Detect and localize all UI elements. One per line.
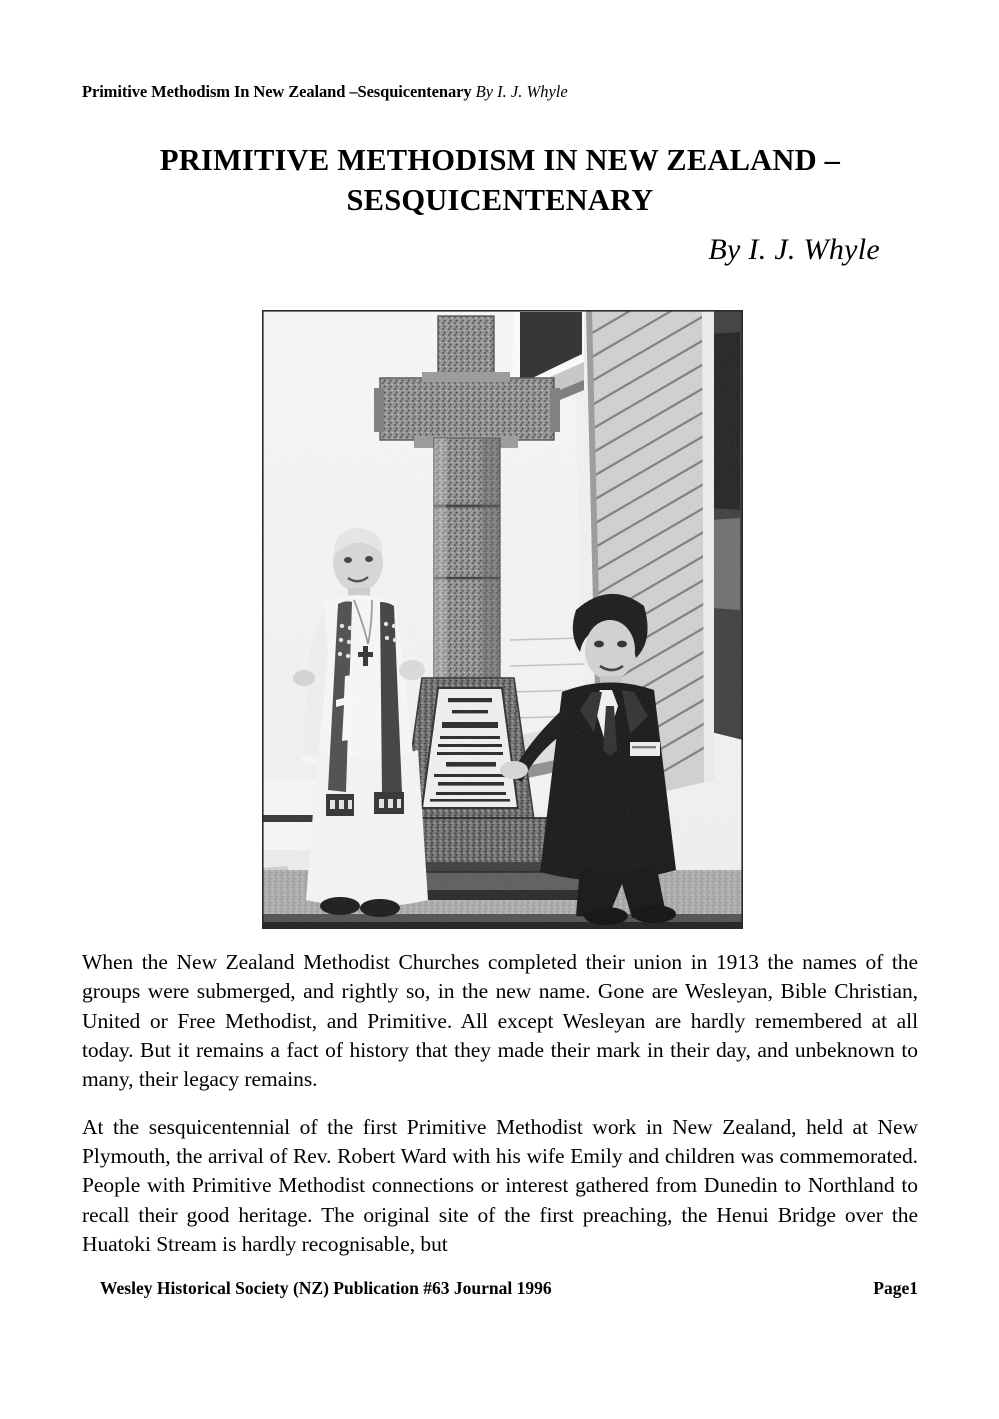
memorial-cross-photograph — [262, 310, 743, 929]
title-block — [82, 140, 918, 267]
body-paragraph-1: When the New Zealand Methodist Churches completed their union in 1913 the names of the groups were submerged, and rightly so, in the new name. Gone are Wesleyan, Bible Christian, United or Free Methodist, and Primitive. All except Wesleyan are hardly remembered at all today. But it remains a fact of history that they made their mark in their day, and unbeknown to many, their legacy remains. — [82, 950, 918, 1092]
page-title — [82, 140, 918, 221]
page-footer — [100, 1278, 918, 1299]
photograph-image — [262, 310, 743, 929]
page-title-line-1: PRIMITIVE METHODISM IN NEW ZEALAND – — [159, 143, 841, 177]
body-paragraph-2: At the sesquicentennial of the first Primitive Methodist work in New Zealand, held at New Plymouth, the arrival of Rev. Robert Ward with his wife Emily and children was commemorated. People with Primitive Methodist connections or interest gathered from Dunedin to Northland to recall their good heritage. The original site of the first preaching, the Henui Bridge over the Huatoki Stream is hardly recognisable, but — [82, 1114, 918, 1257]
running-header-author: By I. J. Whyle — [475, 82, 568, 101]
footer-page-number: Page1 — [873, 1278, 918, 1298]
byline: By I. J. Whyle — [708, 232, 880, 266]
running-header — [82, 82, 918, 102]
page-title-line-2: SESQUICENTENARY — [346, 183, 654, 218]
article-body — [82, 948, 918, 1259]
footer-publication: Wesley Historical Society (NZ) Publication #63 Journal 1996 — [100, 1278, 552, 1298]
running-header-title: Primitive Methodism In New Zealand –Sesquicentenary — [82, 82, 472, 101]
